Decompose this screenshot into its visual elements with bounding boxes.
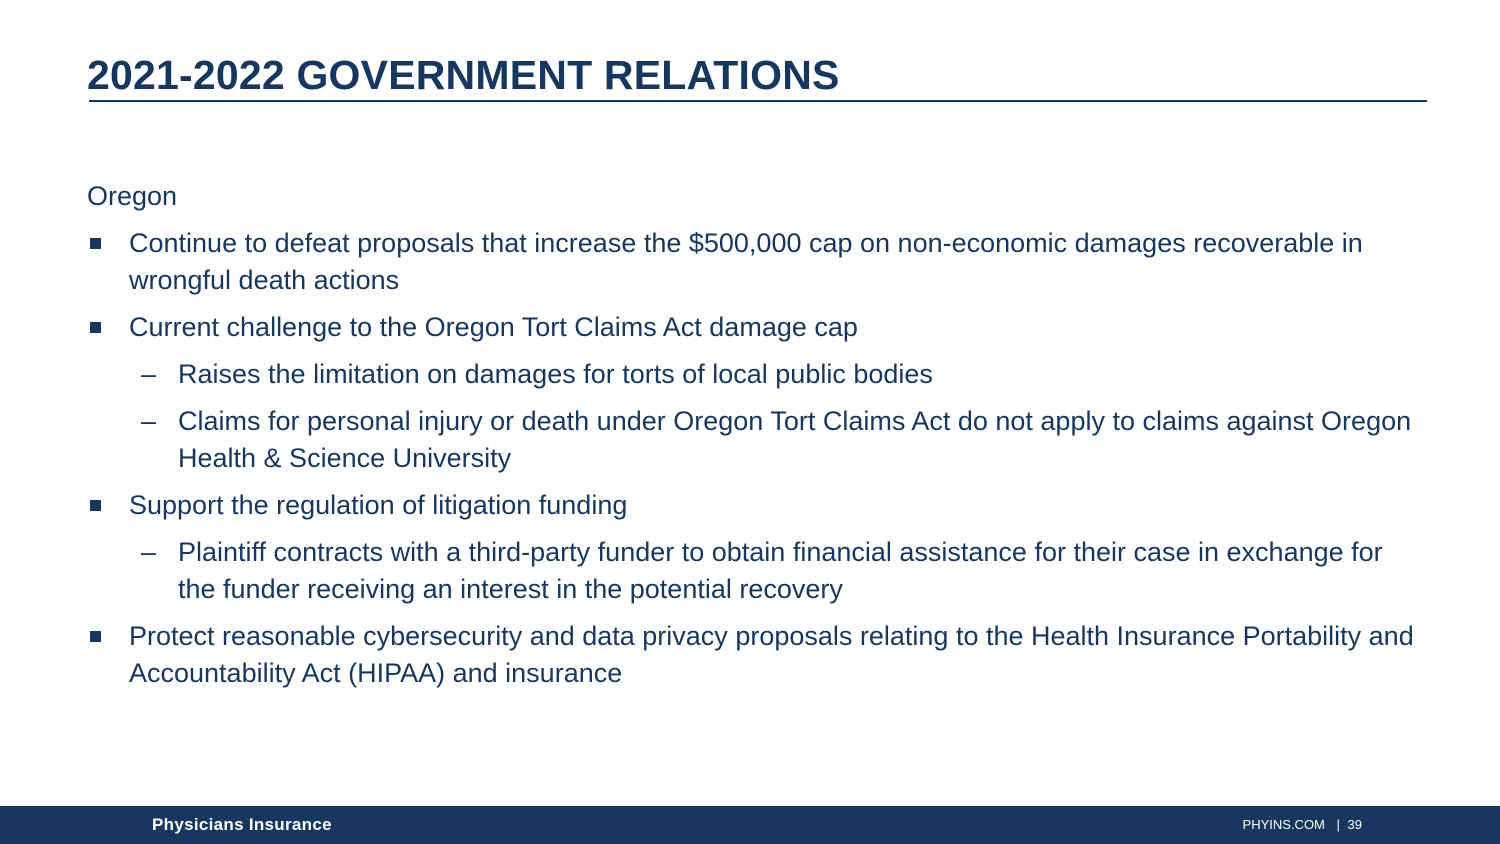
sub-bullet-item <box>87 403 1417 477</box>
bullet-text: Support the regulation of litigation funding <box>129 490 628 520</box>
square-bullet-icon <box>90 631 101 642</box>
dash-bullet-icon: – <box>141 359 157 389</box>
slide-content <box>87 178 1417 702</box>
footer-separator: | <box>1336 817 1340 832</box>
sub-bullet-text: Raises the limitation on damages for torts of local public bodies <box>178 359 933 389</box>
square-bullet-icon <box>90 238 101 249</box>
sub-bullet-text: Claims for personal injury or death under Oregon Tort Claims Act do not apply to claims against Oregon Health & Science University <box>178 406 1412 473</box>
square-bullet-icon <box>90 500 101 511</box>
brand-logo-text: Physicians Insurance <box>152 815 332 834</box>
bullet-item <box>87 225 1417 299</box>
dash-bullet-icon: – <box>141 406 157 436</box>
bullet-text: Protect reasonable cybersecurity and data privacy proposals relating to the Health Insurance Portability and Accountability Act (HIPAA) and insurance <box>129 621 1414 688</box>
bullet-item <box>87 618 1417 692</box>
title-underline <box>89 100 1427 102</box>
footer-bar <box>0 806 1500 844</box>
dash-bullet-icon: – <box>141 537 157 567</box>
bullet-text: Continue to defeat proposals that increase the $500,000 cap on non-economic damages recoverable in wrongful death actions <box>129 228 1363 295</box>
bullet-item <box>87 309 1417 346</box>
sub-bullet-item <box>87 356 1417 393</box>
section-heading: Oregon <box>87 181 178 211</box>
square-bullet-icon <box>90 322 101 333</box>
bullet-item <box>87 487 1417 524</box>
sub-bullet-item <box>87 534 1417 608</box>
footer-page-info <box>1243 817 1362 832</box>
site-url: PHYINS.COM <box>1242 817 1325 832</box>
page-number: 39 <box>1347 817 1362 832</box>
bullet-text: Current challenge to the Oregon Tort Claims Act damage cap <box>129 312 858 342</box>
slide-title: 2021-2022 GOVERNMENT RELATIONS <box>87 52 840 98</box>
sub-bullet-text: Plaintiff contracts with a third-party funder to obtain financial assistance for their case in exchange for the funder receiving an interest in the potential recovery <box>178 537 1383 604</box>
